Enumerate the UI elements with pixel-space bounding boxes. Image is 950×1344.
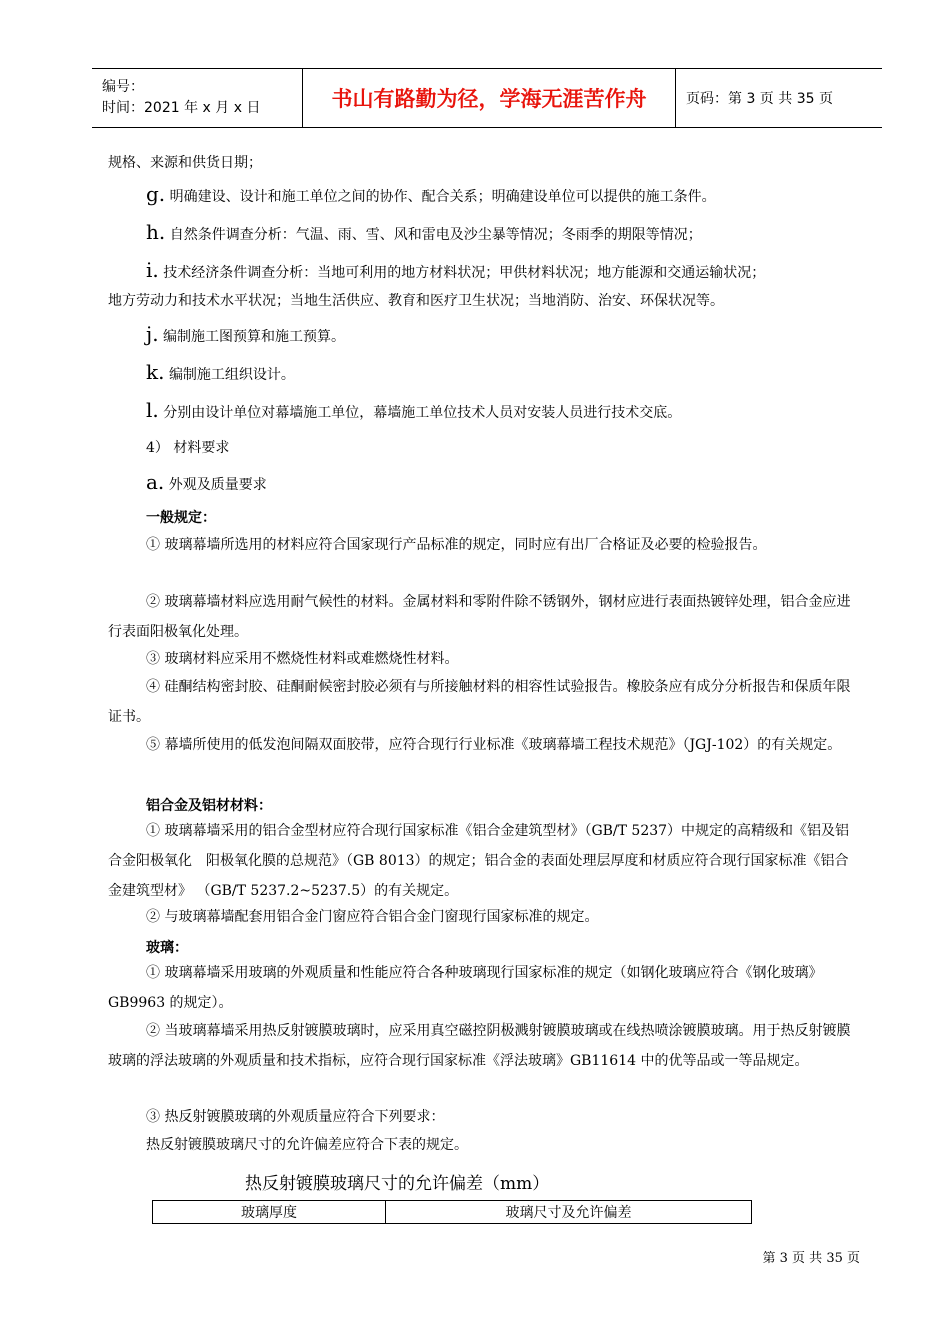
list-marker: k. <box>146 360 165 384</box>
subsection-title-aluminum: 铝合金及铝材材料： <box>146 798 272 814</box>
list-text: 技术经济条件调查分析：当地可利用的地方材料状况；甲供材料状况；地方能源和交通运输状况； <box>163 265 766 281</box>
list-marker: a. <box>146 470 165 494</box>
list-item-g <box>146 182 716 206</box>
document-number-label: 编号： <box>102 79 144 95</box>
tolerance-table <box>152 1200 752 1224</box>
list-text: 明确建设、设计和施工单位之间的协作、配合关系；明确建设单位可以提供的施工条件。 <box>169 189 716 205</box>
paragraph: ③ 玻璃材料应采用不燃烧性材料或难燃烧性材料。 <box>146 651 459 667</box>
paragraph: ① 玻璃幕墙采用玻璃的外观质量和性能应符合各种玻璃现行国家标准的规定（如钢化玻璃应符合《钢化玻璃》GB9963 的规定）。 <box>108 965 823 1011</box>
table-header-cell: 玻璃厚度 <box>153 1201 386 1224</box>
paragraph: ③ 热反射镀膜玻璃的外观质量应符合下列要求： <box>146 1109 445 1125</box>
list-text: 编制施工图预算和施工预算。 <box>163 329 346 345</box>
list-text: 编制施工组织设计。 <box>168 367 295 383</box>
paragraph: ① 玻璃幕墙采用的铝合金型材应符合现行国家标准《铝合金建筑型材》（GB/T 5237）中规定的高精级和《铝及铝合金阳极氧化 阳极氧化膜的总规范》（GB 8013）的规定；铝合金的表面处理层厚度和材质应符合现行国家标准《铝合金建筑型材》 （GB/T 5237.2~5237.5）的有关规定。 <box>108 823 850 899</box>
page-header <box>92 68 882 128</box>
header-meta <box>92 69 303 128</box>
paragraph: ① 玻璃幕墙所选用的材料应符合国家现行产品标准的规定，同时应有出厂合格证及必要的检验报告。 <box>146 537 767 553</box>
list-item-j <box>146 322 345 346</box>
list-item-k <box>146 360 295 384</box>
list-item-h <box>146 220 702 244</box>
list-marker: l. <box>146 398 159 422</box>
list-item-i <box>146 258 765 282</box>
paragraph: ② 当玻璃幕墙采用热反射镀膜玻璃时，应采用真空磁控阴极溅射镀膜玻璃或在线热喷涂镀膜玻璃。用于热反射镀膜玻璃的浮法玻璃的外观质量和技术指标，应符合现行国家标准《浮法玻璃》GB11614 中的优等品或一等品规定。 <box>108 1023 851 1069</box>
paragraph-line: 规格、来源和供货日期； <box>108 155 262 171</box>
list-text: 自然条件调查分析：气温、雨、雪、风和雷电及沙尘暴等情况；冬雨季的期限等情况； <box>169 227 702 243</box>
paragraph: ⑤ 幕墙所使用的低发泡间隔双面胶带，应符合现行行业标准《玻璃幕墙工程技术规范》（JGJ-102）的有关规定。 <box>146 737 842 753</box>
table-header-cell: 玻璃尺寸及允许偏差 <box>386 1201 752 1224</box>
subsection-title-general: 一般规定： <box>146 510 216 526</box>
list-marker: j. <box>146 322 159 346</box>
list-marker: h. <box>146 220 166 244</box>
header-page-number: 页码：第 3 页 共 35 页 <box>676 69 883 128</box>
page-footer: 第 3 页 共 35 页 <box>762 1251 860 1266</box>
section-heading: 4） 材料要求 <box>146 440 230 456</box>
table-header-row <box>153 1201 752 1224</box>
subsection-title-glass: 玻璃： <box>146 940 188 956</box>
paragraph: 热反射镀膜玻璃尺寸的允许偏差应符合下表的规定。 <box>146 1137 468 1153</box>
paragraph: ② 与玻璃幕墙配套用铝合金门窗应符合铝合金门窗现行国家标准的规定。 <box>146 909 599 925</box>
header-motto: 书山有路勤为径，学海无涯苦作舟 <box>303 69 676 128</box>
document-time-label: 时间：2021 年 x 月 x 日 <box>102 100 261 116</box>
list-marker: g. <box>146 182 166 206</box>
list-text: 分别由设计单位对幕墙施工单位，幕墙施工单位技术人员对安装人员进行技术交底。 <box>163 405 682 421</box>
table-caption: 热反射镀膜玻璃尺寸的允许偏差（mm） <box>245 1174 550 1194</box>
list-marker: i. <box>146 258 159 282</box>
list-text: 外观及质量要求 <box>168 477 267 493</box>
list-item-l <box>146 398 681 422</box>
list-item-a <box>146 470 267 494</box>
paragraph: ② 玻璃幕墙材料应选用耐气候性的材料。金属材料和零附件除不锈钢外，钢材应进行表面热镀锌处理，铝合金应进行表面阳极氧化处理。 <box>108 594 851 640</box>
paragraph-line: 地方劳动力和技术水平状况；当地生活供应、教育和医疗卫生状况；当地消防、治安、环保状况等。 <box>108 293 724 309</box>
paragraph: ④ 硅酮结构密封胶、硅酮耐候密封胶必须有与所接触材料的相容性试验报告。橡胶条应有成分分析报告和保质年限证书。 <box>108 679 851 725</box>
